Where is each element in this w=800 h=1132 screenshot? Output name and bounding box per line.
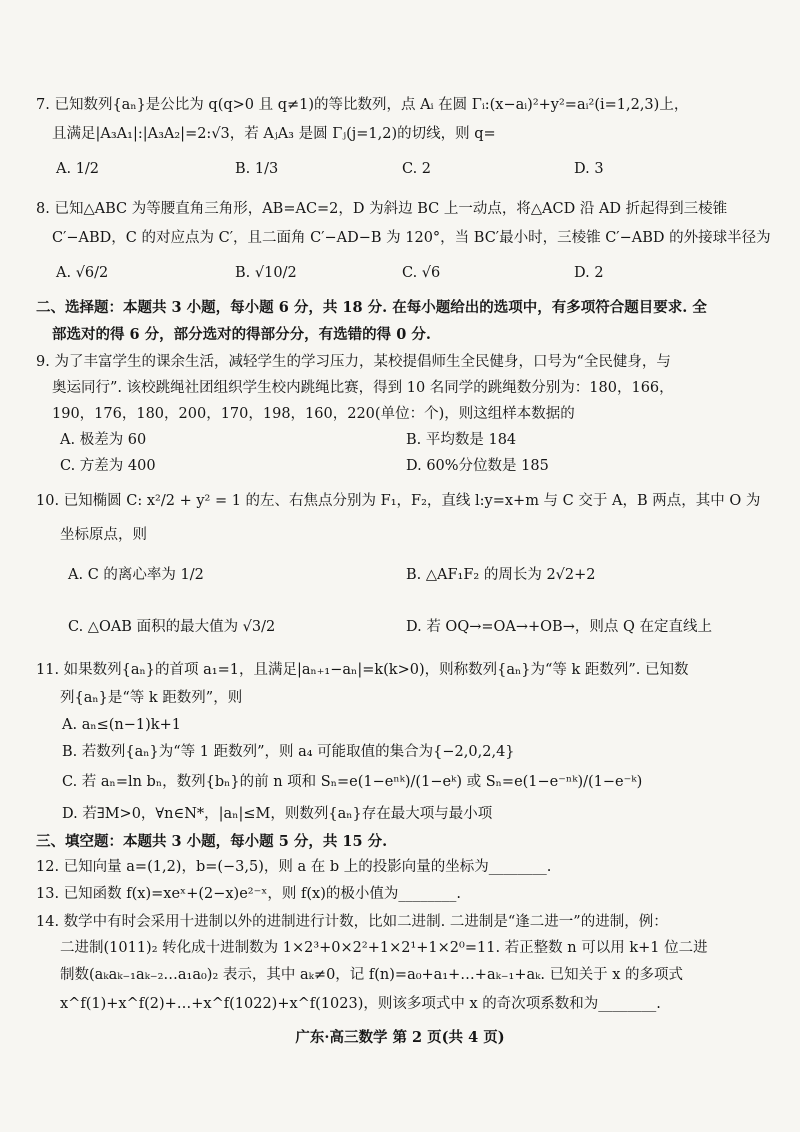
q11-line1: 11. 如果数列{aₙ}的首项 a₁=1，且满足|aₙ₊₁−aₙ|=k(k>0)，则称数列{aₙ}为“等 k 距数列”. 已知数 xyxy=(36,662,689,678)
q10-line1: 10. 已知椭圆 C: x²/2 + y² = 1 的左、右焦点分别为 F₁，F₂，直线 l:y=x+m 与 C 交于 A，B 两点，其中 O 为 xyxy=(36,493,761,509)
q8-option-b: B. √10/2 xyxy=(235,265,297,281)
q14-line1: 14. 数学中有时会采用十进制以外的进制进行计数，比如二进制. 二进制是“逢二进一”的进制，例： xyxy=(36,914,668,930)
q8-option-a: A. √6/2 xyxy=(56,265,109,281)
q10-option-b: B. △AF₁F₂ 的周长为 2√2+2 xyxy=(406,567,596,583)
q9-option-b: B. 平均数是 184 xyxy=(406,432,517,448)
page-footer: 广东·高三数学 第 2 页(共 4 页) xyxy=(295,1029,505,1046)
q8-line2: C′−ABD，C 的对应点为 C′，且二面角 C′−AD−B 为 120°，当 BC′最小时，三棱锥 C′−ABD 的外接球半径为 xyxy=(52,230,771,246)
q8-option-d: D. 2 xyxy=(574,265,604,281)
q12-line1: 12. 已知向量 a=(1,2)，b=(−3,5)，则 a 在 b 上的投影向量的坐标为________. xyxy=(36,859,552,875)
q8-option-c: C. √6 xyxy=(402,265,441,281)
q9-line1: 9. 为了丰富学生的课余生活，减轻学生的学习压力，某校提倡师生全民健身，口号为“全民健身，与 xyxy=(36,354,671,370)
q10-option-d: D. 若 OQ→=OA→+OB→，则点 Q 在定直线上 xyxy=(406,619,712,635)
q11-option-d: D. 若∃M>0，∀n∈N*，|aₙ|≤M，则数列{aₙ}存在最大项与最小项 xyxy=(62,806,493,822)
q10-option-c: C. △OAB 面积的最大值为 √3/2 xyxy=(68,619,276,635)
q7-option-c: C. 2 xyxy=(402,161,432,177)
q9-option-c: C. 方差为 400 xyxy=(60,458,156,474)
section-2-heading-cont: 部选对的得 6 分，部分选对的得部分分，有选错的得 0 分. xyxy=(52,326,431,343)
q13-line1: 13. 已知函数 f(x)=xeˣ+(2−x)e²⁻ˣ，则 f(x)的极小值为________. xyxy=(36,886,461,902)
q8-line1: 8. 已知△ABC 为等腰直角三角形，AB=AC=2，D 为斜边 BC 上一动点，将△ACD 沿 AD 折起得到三棱锥 xyxy=(36,201,728,217)
q11-line2: 列{aₙ}是“等 k 距数列”，则 xyxy=(60,690,243,706)
q11-option-c: C. 若 aₙ=ln bₙ，数列{bₙ}的前 n 项和 Sₙ=e(1−eⁿᵏ)/(1−eᵏ) 或 Sₙ=e(1−e⁻ⁿᵏ)/(1−e⁻ᵏ) xyxy=(62,774,643,790)
q9-option-a: A. 极差为 60 xyxy=(60,432,147,448)
q10-option-a: A. C 的离心率为 1/2 xyxy=(68,567,204,583)
q9-option-d: D. 60%分位数是 185 xyxy=(406,458,549,474)
q9-line2: 奥运同行”. 该校跳绳社团组织学生校内跳绳比赛，得到 10 名同学的跳绳数分别为：180，166， xyxy=(52,380,674,396)
q7-line2: 且满足|A₃A₁|:|A₃A₂|=2:√3，若 AⱼA₃ 是圆 Γⱼ(j=1,2)的切线，则 q= xyxy=(52,126,496,142)
q7-option-b: B. 1/3 xyxy=(235,161,279,177)
q10-line2: 坐标原点，则 xyxy=(60,527,147,543)
q7-option-a: A. 1/2 xyxy=(56,161,100,177)
q11-option-a: A. aₙ≤(n−1)k+1 xyxy=(62,717,181,733)
section-3-heading: 三、填空题：本题共 3 小题，每小题 5 分，共 15 分. xyxy=(36,833,388,850)
section-2-heading: 二、选择题：本题共 3 小题，每小题 6 分，共 18 分. 在每小题给出的选项中，有多项符合题目要求. 全 xyxy=(36,299,707,316)
q14-line3: 制数(aₖaₖ₋₁aₖ₋₂…a₁a₀)₂ 表示，其中 aₖ≠0，记 f(n)=a₀+a₁+…+aₖ₋₁+aₖ. 已知关于 x 的多项式 xyxy=(60,967,684,983)
q7-line1: 7. 已知数列{aₙ}是公比为 q(q>0 且 q≠1)的等比数列，点 Aᵢ 在圆 Γᵢ:(x−aᵢ)²+y²=aᵢ²(i=1,2,3)上， xyxy=(36,97,689,113)
q11-option-b: B. 若数列{aₙ}为“等 1 距数列”，则 a₄ 可能取值的集合为{−2,0,2,4} xyxy=(62,744,515,760)
q14-line4: x^f(1)+x^f(2)+…+x^f(1022)+x^f(1023)，则该多项式中 x 的奇次项系数和为________. xyxy=(60,996,661,1012)
q9-line3: 190，176，180，200，170，198，160，220(单位：个)，则这组样本数据的 xyxy=(52,406,575,422)
q14-line2: 二进制(1011)₂ 转化成十进制数为 1×2³+0×2²+1×2¹+1×2⁰=11. 若正整数 n 可以用 k+1 位二进 xyxy=(60,940,708,956)
q7-option-d: D. 3 xyxy=(574,161,604,177)
